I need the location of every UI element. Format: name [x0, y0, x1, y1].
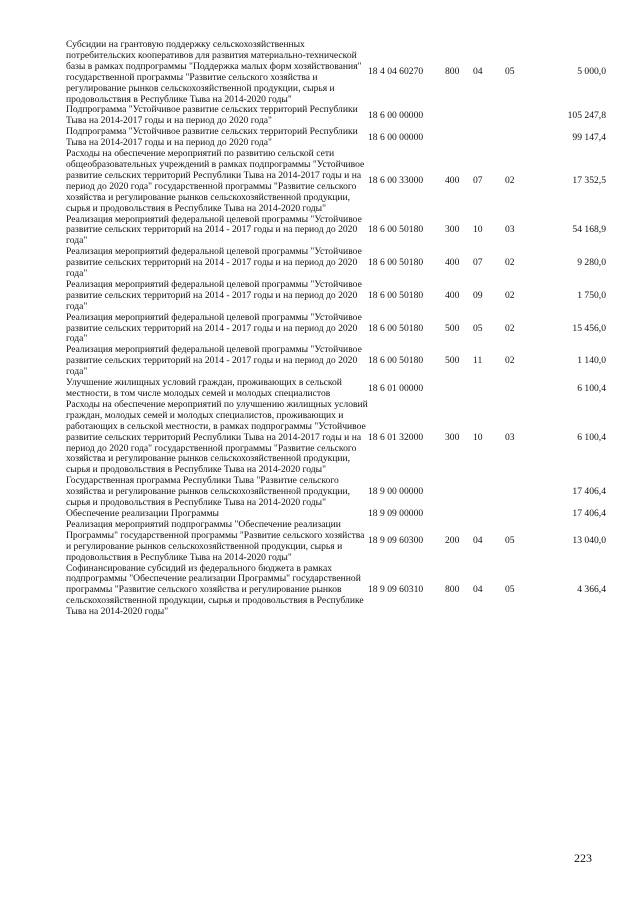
row-amount: 1 750,0 [577, 289, 606, 301]
page-number: 223 [574, 851, 592, 865]
row-expense-type [445, 509, 473, 520]
table-row [66, 149, 606, 214]
row-subsection [505, 127, 539, 149]
row-code: 18 9 09 60310 [368, 584, 424, 596]
row-amount: 99 147,4 [572, 131, 606, 143]
row-subsection: 02 [505, 175, 515, 187]
table-row [66, 127, 606, 149]
table-row [66, 40, 606, 105]
table-row [66, 313, 606, 346]
row-name: Государственная программа Республики Тыва "Развитие сельского хозяйства и регулирование рынков сельскохозяйственной продукции, сырья и продовольствия в Республике Тыва на 2014-2020 годы" [66, 475, 351, 509]
row-section: 05 [473, 322, 483, 334]
row-subsection: 05 [505, 584, 515, 596]
row-code: 18 6 00 00000 [368, 109, 424, 121]
row-amount: 5 000,0 [577, 66, 606, 78]
row-code: 18 9 09 00000 [368, 507, 424, 519]
budget-table [66, 40, 606, 618]
row-amount: 54 168,9 [572, 224, 606, 236]
row-subsection: 02 [505, 355, 515, 367]
row-expense-type: 400 [445, 289, 460, 301]
table-row [66, 378, 606, 400]
row-subsection: 05 [505, 535, 515, 547]
row-name: Расходы на обеспечение мероприятий по улучшению жилищных условий граждан, молодых семей и молодых специалистов, проживающих и работающих в сельской местности, в рамках подпрограммы "Устойчивое развитие сельских территорий Республики Тыва на 2014-2017 годы и на период до 2020 года" государственной программы "Развитие сельского хозяйства и регулирование рынков сельскохозяйственной продукции, сырья и продовольствия в Республике Тыва на 2014-2020 годы" [66, 398, 368, 476]
row-expense-type: 300 [445, 224, 460, 236]
row-amount: 1 140,0 [577, 355, 606, 367]
row-subsection [505, 105, 539, 127]
row-amount: 17 406,4 [572, 486, 606, 498]
row-expense-type: 300 [445, 431, 460, 443]
row-expense-type [445, 127, 473, 149]
row-expense-type [445, 378, 473, 400]
row-expense-type: 500 [445, 355, 460, 367]
row-code: 18 6 00 50180 [368, 322, 424, 334]
row-expense-type: 800 [445, 66, 460, 78]
row-code: 18 6 00 00000 [368, 131, 424, 143]
row-expense-type [445, 105, 473, 127]
row-amount: 6 100,4 [577, 431, 606, 443]
row-amount: 4 366,4 [577, 584, 606, 596]
row-name: Реализация мероприятий подпрограммы "Обеспечение реализации Программы" государственной программы "Развитие сельского хозяйства и регулирование рынков сельскохозяйственной продукции, сырья и продовольствия в Республике Тыва на 2014-2020 годы" [66, 518, 365, 563]
budget-table-body [66, 40, 606, 618]
row-section: 07 [473, 257, 483, 269]
row-expense-type: 800 [445, 584, 460, 596]
row-code: 18 9 09 60300 [368, 535, 424, 547]
row-amount: 17 406,4 [572, 507, 606, 519]
row-section: 04 [473, 66, 483, 78]
row-subsection [505, 378, 539, 400]
row-section [473, 476, 505, 509]
table-row [66, 476, 606, 509]
row-name: Реализация мероприятий федеральной целевой программы "Устойчивое развитие сельских территорий на 2014 - 2017 годы и на период до 2020 года" [66, 213, 362, 247]
row-subsection: 03 [505, 431, 515, 443]
row-subsection [505, 509, 539, 520]
row-expense-type: 500 [445, 322, 460, 334]
row-subsection: 05 [505, 66, 515, 78]
row-section: 04 [473, 535, 483, 547]
table-row [66, 564, 606, 619]
row-code: 18 6 00 50180 [368, 289, 424, 301]
table-row [66, 247, 606, 280]
row-name: Улучшение жилищных условий граждан, проживающих в сельской местности, в том числе молодых семей и молодых специалистов [66, 377, 342, 399]
row-amount: 105 247,8 [567, 109, 606, 121]
row-code: 18 6 00 33000 [368, 175, 424, 187]
row-subsection: 02 [505, 257, 515, 269]
row-name: Подпрограмма "Устойчивое развитие сельских территорий Республики Тыва на 2014-2017 годы и на период до 2020 года" [66, 126, 358, 149]
row-name: Реализация мероприятий федеральной целевой программы "Устойчивое развитие сельских территорий на 2014 - 2017 годы и на период до 2020 года" [66, 246, 362, 280]
row-section [473, 127, 505, 149]
row-section: 07 [473, 175, 483, 187]
row-code: 18 6 00 50180 [368, 355, 424, 367]
row-name: Софинансирование субсидий из федерального бюджета в рамках подпрограммы "Обеспечение реализации Программы" государственной программы "Развитие сельского хозяйства и регулирование рынков сельскохозяйственной продукции, сырья и продовольствия в Республике Тыва на 2014-2020 годы" [66, 562, 364, 618]
row-section [473, 105, 505, 127]
row-name: Субсидии на грантовую поддержку сельскохозяйственных потребительских кооперативов для развития материально-технической базы в рамках подпрограммы "Поддержка малых форм хозяйствования" государственной программы "Развитие сельского хозяйства и регулирование рынков сельскохозяйственной продукции, сырья и продовольствия в Республике Тыва на 2014-2020 годы" [66, 39, 362, 105]
row-section [473, 509, 505, 520]
row-section: 04 [473, 584, 483, 596]
table-row [66, 105, 606, 127]
row-subsection [505, 476, 539, 509]
table-row [66, 345, 606, 378]
row-name: Реализация мероприятий федеральной целевой программы "Устойчивое развитие сельских территорий на 2014 - 2017 годы и на период до 2020 года" [66, 344, 362, 378]
row-section [473, 378, 505, 400]
table-row [66, 520, 606, 564]
row-name: Реализация мероприятий федеральной целевой программы "Устойчивое развитие сельских территорий на 2014 - 2017 годы и на период до 2020 года" [66, 278, 362, 312]
row-expense-type: 200 [445, 535, 460, 547]
table-row [66, 400, 606, 476]
row-subsection: 02 [505, 322, 515, 334]
row-amount: 9 280,0 [577, 257, 606, 269]
row-code: 18 6 00 50180 [368, 257, 424, 269]
row-code: 18 6 01 00000 [368, 382, 424, 394]
row-amount: 17 352,5 [572, 175, 606, 187]
row-code: 18 4 04 60270 [368, 66, 424, 78]
row-name: Обеспечение реализации Программы [66, 507, 219, 519]
row-subsection: 03 [505, 224, 515, 236]
row-code: 18 6 01 32000 [368, 431, 424, 443]
row-name: Реализация мероприятий федеральной целевой программы "Устойчивое развитие сельских территорий на 2014 - 2017 годы и на период до 2020 года" [66, 311, 362, 345]
row-section: 11 [473, 355, 483, 367]
table-row [66, 215, 606, 248]
row-amount: 6 100,4 [577, 382, 606, 394]
row-expense-type: 400 [445, 257, 460, 269]
row-subsection: 02 [505, 289, 515, 301]
row-name: Подпрограмма "Устойчивое развитие сельских территорий Республики Тыва на 2014-2017 годы и на период до 2020 года" [66, 104, 358, 127]
row-expense-type: 400 [445, 175, 460, 187]
row-amount: 13 040,0 [572, 535, 606, 547]
row-section: 09 [473, 289, 483, 301]
row-code: 18 6 00 50180 [368, 224, 424, 236]
row-section: 10 [473, 224, 483, 236]
row-name: Расходы на обеспечение мероприятий по развитию сельской сети общеобразовательных учреждений в рамках подпрограммы "Устойчивое развитие сельских территорий Республики Тыва на 2014-2017 годы и на период до 2020 года" государственной программы "Развитие сельского хозяйства и регулирование рынков сельскохозяйственной продукции, сырья и продовольствия в Республике Тыва на 2014-2020 годы" [66, 148, 365, 214]
row-section: 10 [473, 431, 483, 443]
row-code: 18 9 00 00000 [368, 486, 424, 498]
row-amount: 15 456,0 [572, 322, 606, 334]
row-expense-type [445, 476, 473, 509]
table-row [66, 280, 606, 313]
